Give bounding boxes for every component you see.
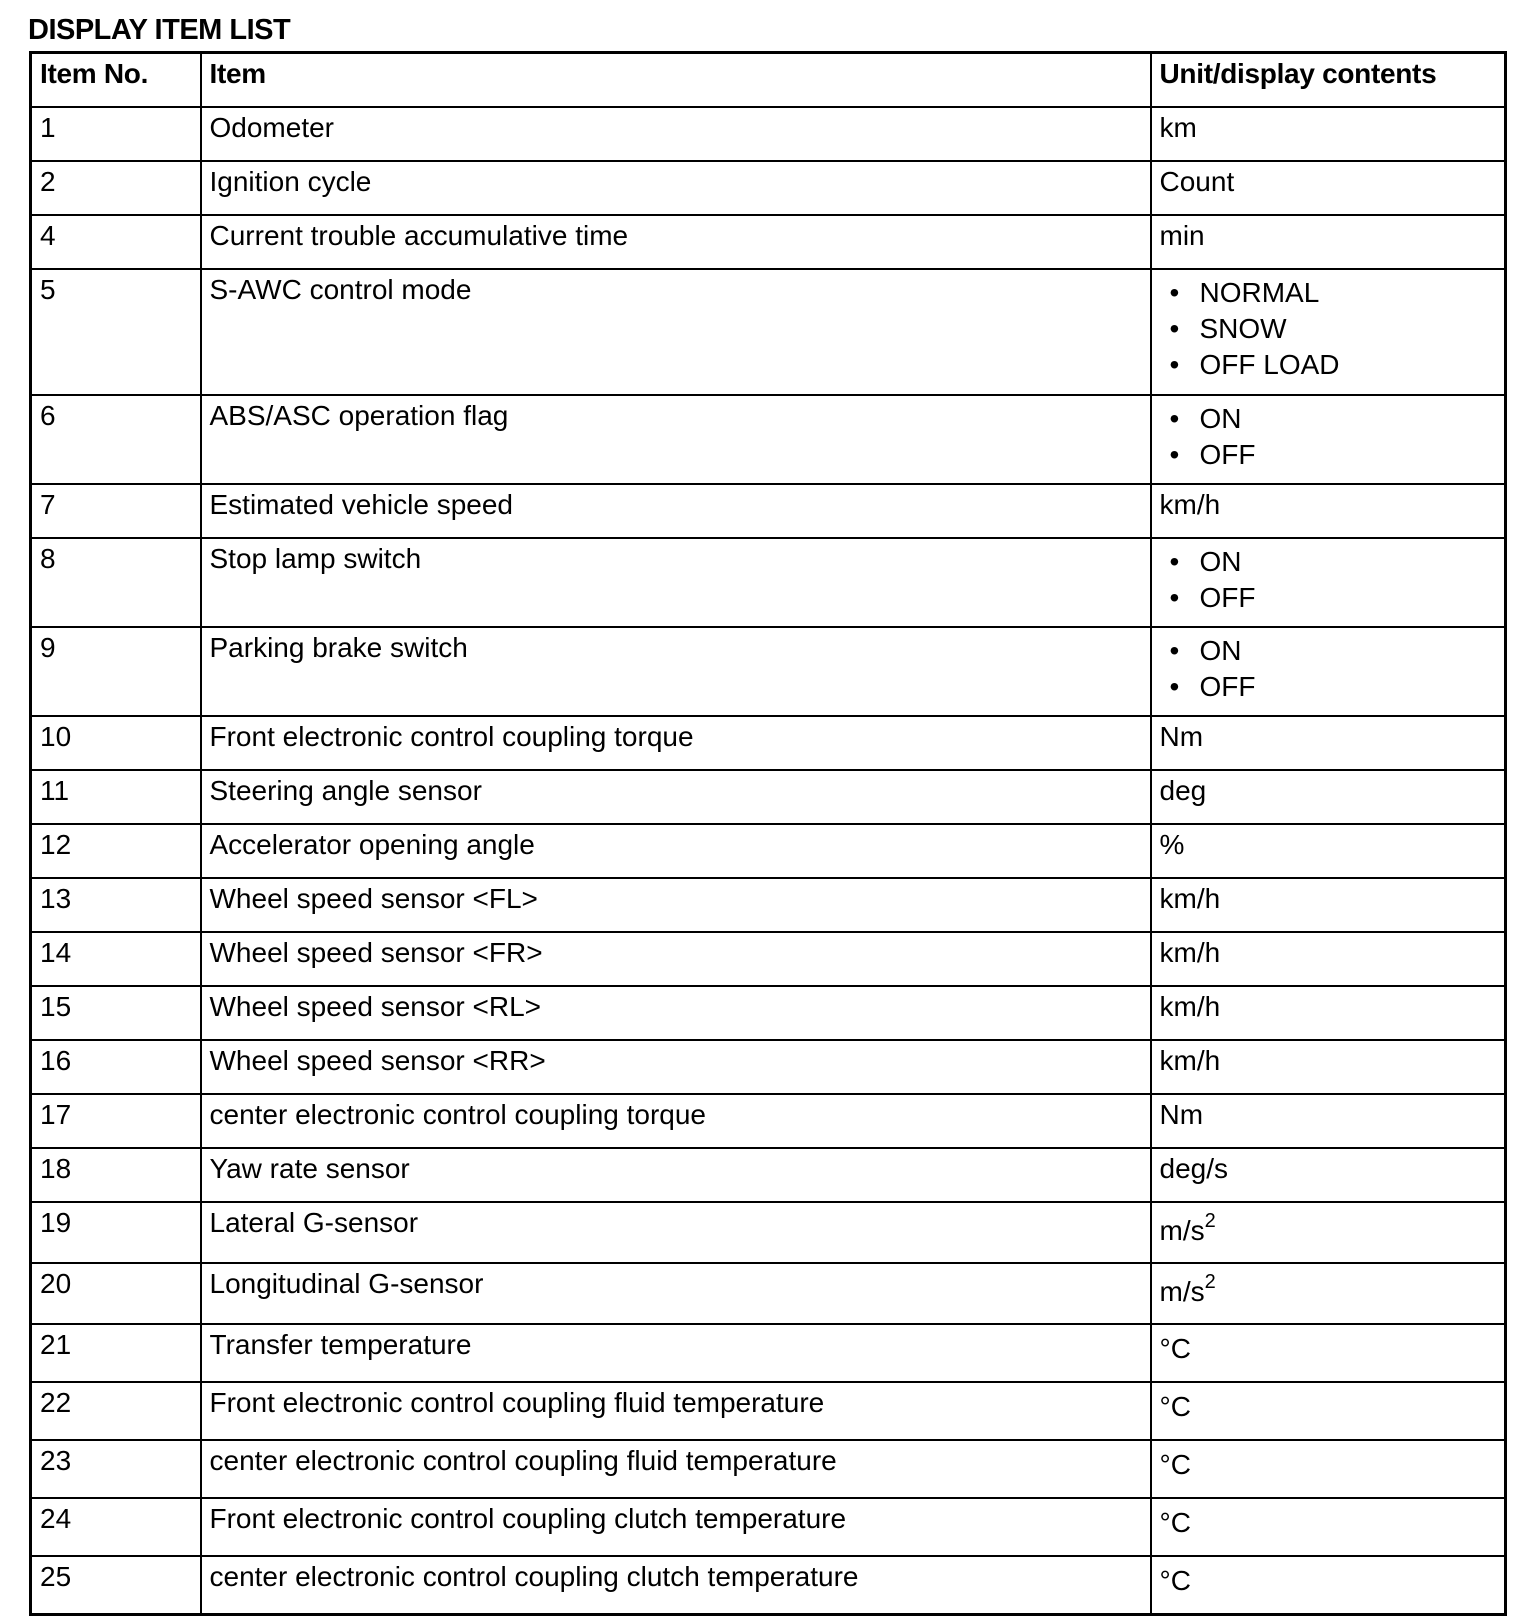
table-row bbox=[31, 107, 1506, 161]
table-row bbox=[31, 770, 1506, 824]
item-name-cell: Wheel speed sensor <RR> bbox=[201, 1040, 1151, 1094]
unit-cell bbox=[1151, 1324, 1506, 1382]
unit-cell: km/h bbox=[1151, 932, 1506, 986]
option-item: • NORMAL bbox=[1160, 275, 1497, 311]
unit-value: °C bbox=[1159, 1333, 1191, 1364]
table-row bbox=[31, 161, 1506, 215]
unit-cell: Nm bbox=[1151, 716, 1506, 770]
display-item-table bbox=[29, 51, 1507, 1616]
item-name-cell: center electronic control coupling clutch temperature bbox=[201, 1556, 1151, 1615]
item-no-cell: 13 bbox=[31, 878, 201, 932]
item-no-cell: 4 bbox=[31, 215, 201, 269]
unit-value: °C bbox=[1159, 1391, 1191, 1422]
item-no-cell: 15 bbox=[31, 986, 201, 1040]
item-no-cell: 20 bbox=[31, 1263, 201, 1324]
table-header-row bbox=[31, 53, 1506, 108]
table-row bbox=[31, 1094, 1506, 1148]
table-row bbox=[31, 1263, 1506, 1324]
option-list bbox=[1160, 398, 1497, 473]
table-row bbox=[31, 484, 1506, 538]
option-item: • ON bbox=[1160, 633, 1497, 669]
unit-cell bbox=[1151, 1498, 1506, 1556]
item-no-cell: 17 bbox=[31, 1094, 201, 1148]
unit-cell bbox=[1151, 1382, 1506, 1440]
unit-cell: min bbox=[1151, 215, 1506, 269]
item-name-cell: Front electronic control coupling torque bbox=[201, 716, 1151, 770]
item-name-cell: Odometer bbox=[201, 107, 1151, 161]
table-row bbox=[31, 1556, 1506, 1615]
item-name-cell: Longitudinal G-sensor bbox=[201, 1263, 1151, 1324]
item-name-cell: Ignition cycle bbox=[201, 161, 1151, 215]
option-item: • OFF bbox=[1160, 669, 1497, 705]
column-header-unit: Unit/display contents bbox=[1151, 53, 1506, 108]
unit-cell bbox=[1151, 1556, 1506, 1615]
table-row bbox=[31, 1382, 1506, 1440]
column-header-item: Item bbox=[201, 53, 1151, 108]
item-name-cell: Front electronic control coupling clutch temperature bbox=[201, 1498, 1151, 1556]
unit-cell bbox=[1151, 395, 1506, 484]
item-name-cell: center electronic control coupling fluid temperature bbox=[201, 1440, 1151, 1498]
item-name-cell: Stop lamp switch bbox=[201, 538, 1151, 627]
item-no-cell: 5 bbox=[31, 269, 201, 395]
item-no-cell: 11 bbox=[31, 770, 201, 824]
table-row bbox=[31, 395, 1506, 484]
unit-exponent: 2 bbox=[1204, 1270, 1216, 1293]
item-no-cell: 19 bbox=[31, 1202, 201, 1263]
unit-cell: km bbox=[1151, 107, 1506, 161]
option-item: • OFF bbox=[1160, 580, 1497, 616]
item-no-cell: 7 bbox=[31, 484, 201, 538]
page-title: DISPLAY ITEM LIST bbox=[28, 14, 291, 46]
unit-cell: km/h bbox=[1151, 986, 1506, 1040]
table-row bbox=[31, 932, 1506, 986]
option-item: • SNOW bbox=[1160, 311, 1497, 347]
unit-cell bbox=[1151, 1202, 1506, 1263]
table-row bbox=[31, 538, 1506, 627]
unit-cell: km/h bbox=[1151, 484, 1506, 538]
table-row bbox=[31, 1202, 1506, 1263]
unit-cell: deg/s bbox=[1151, 1148, 1506, 1202]
unit-value: °C bbox=[1159, 1449, 1191, 1480]
unit-cell bbox=[1151, 627, 1506, 716]
item-no-cell: 24 bbox=[31, 1498, 201, 1556]
column-header-item-no: Item No. bbox=[31, 53, 201, 108]
table-row bbox=[31, 878, 1506, 932]
item-name-cell: Current trouble accumulative time bbox=[201, 215, 1151, 269]
item-no-cell: 12 bbox=[31, 824, 201, 878]
item-no-cell: 8 bbox=[31, 538, 201, 627]
item-name-cell: Accelerator opening angle bbox=[201, 824, 1151, 878]
table-row bbox=[31, 716, 1506, 770]
unit-cell: deg bbox=[1151, 770, 1506, 824]
table-row bbox=[31, 986, 1506, 1040]
table-row bbox=[31, 1324, 1506, 1382]
item-no-cell: 2 bbox=[31, 161, 201, 215]
item-no-cell: 21 bbox=[31, 1324, 201, 1382]
table-row bbox=[31, 269, 1506, 395]
item-no-cell: 18 bbox=[31, 1148, 201, 1202]
unit-cell bbox=[1151, 269, 1506, 395]
unit-value: °C bbox=[1159, 1507, 1191, 1538]
unit-value bbox=[1160, 1266, 1216, 1310]
item-name-cell: Transfer temperature bbox=[201, 1324, 1151, 1382]
option-item: • ON bbox=[1160, 544, 1497, 580]
table-row bbox=[31, 1498, 1506, 1556]
table-row bbox=[31, 824, 1506, 878]
item-name-cell: Wheel speed sensor <FR> bbox=[201, 932, 1151, 986]
option-list bbox=[1160, 630, 1497, 705]
item-no-cell: 25 bbox=[31, 1556, 201, 1615]
option-list bbox=[1160, 541, 1497, 616]
item-name-cell: Parking brake switch bbox=[201, 627, 1151, 716]
unit-cell: km/h bbox=[1151, 1040, 1506, 1094]
item-name-cell: S-AWC control mode bbox=[201, 269, 1151, 395]
item-no-cell: 14 bbox=[31, 932, 201, 986]
table-row bbox=[31, 215, 1506, 269]
item-no-cell: 9 bbox=[31, 627, 201, 716]
unit-base: m/s bbox=[1159, 1215, 1205, 1246]
unit-cell bbox=[1151, 1440, 1506, 1498]
item-no-cell: 1 bbox=[31, 107, 201, 161]
item-name-cell: Wheel speed sensor <RL> bbox=[201, 986, 1151, 1040]
table-row bbox=[31, 1148, 1506, 1202]
item-no-cell: 6 bbox=[31, 395, 201, 484]
item-no-cell: 10 bbox=[31, 716, 201, 770]
table-row bbox=[31, 1440, 1506, 1498]
unit-cell: km/h bbox=[1151, 878, 1506, 932]
item-name-cell: Yaw rate sensor bbox=[201, 1148, 1151, 1202]
item-no-cell: 16 bbox=[31, 1040, 201, 1094]
item-name-cell: Steering angle sensor bbox=[201, 770, 1151, 824]
option-item: • OFF bbox=[1160, 437, 1497, 473]
item-name-cell: center electronic control coupling torque bbox=[201, 1094, 1151, 1148]
unit-value: °C bbox=[1159, 1565, 1191, 1596]
unit-cell: Nm bbox=[1151, 1094, 1506, 1148]
item-no-cell: 22 bbox=[31, 1382, 201, 1440]
item-name-cell: Front electronic control coupling fluid temperature bbox=[201, 1382, 1151, 1440]
item-name-cell: ABS/ASC operation flag bbox=[201, 395, 1151, 484]
unit-exponent: 2 bbox=[1204, 1209, 1216, 1232]
unit-base: m/s bbox=[1159, 1276, 1205, 1307]
option-item: • ON bbox=[1160, 401, 1497, 437]
table-row bbox=[31, 627, 1506, 716]
unit-cell bbox=[1151, 1263, 1506, 1324]
item-no-cell: 23 bbox=[31, 1440, 201, 1498]
item-name-cell: Estimated vehicle speed bbox=[201, 484, 1151, 538]
unit-cell bbox=[1151, 538, 1506, 627]
unit-cell: Count bbox=[1151, 161, 1506, 215]
unit-cell: % bbox=[1151, 824, 1506, 878]
item-name-cell: Wheel speed sensor <FL> bbox=[201, 878, 1151, 932]
option-item: • OFF LOAD bbox=[1160, 347, 1497, 383]
unit-value bbox=[1160, 1205, 1216, 1249]
option-list bbox=[1160, 272, 1497, 383]
item-name-cell: Lateral G-sensor bbox=[201, 1202, 1151, 1263]
table-row bbox=[31, 1040, 1506, 1094]
